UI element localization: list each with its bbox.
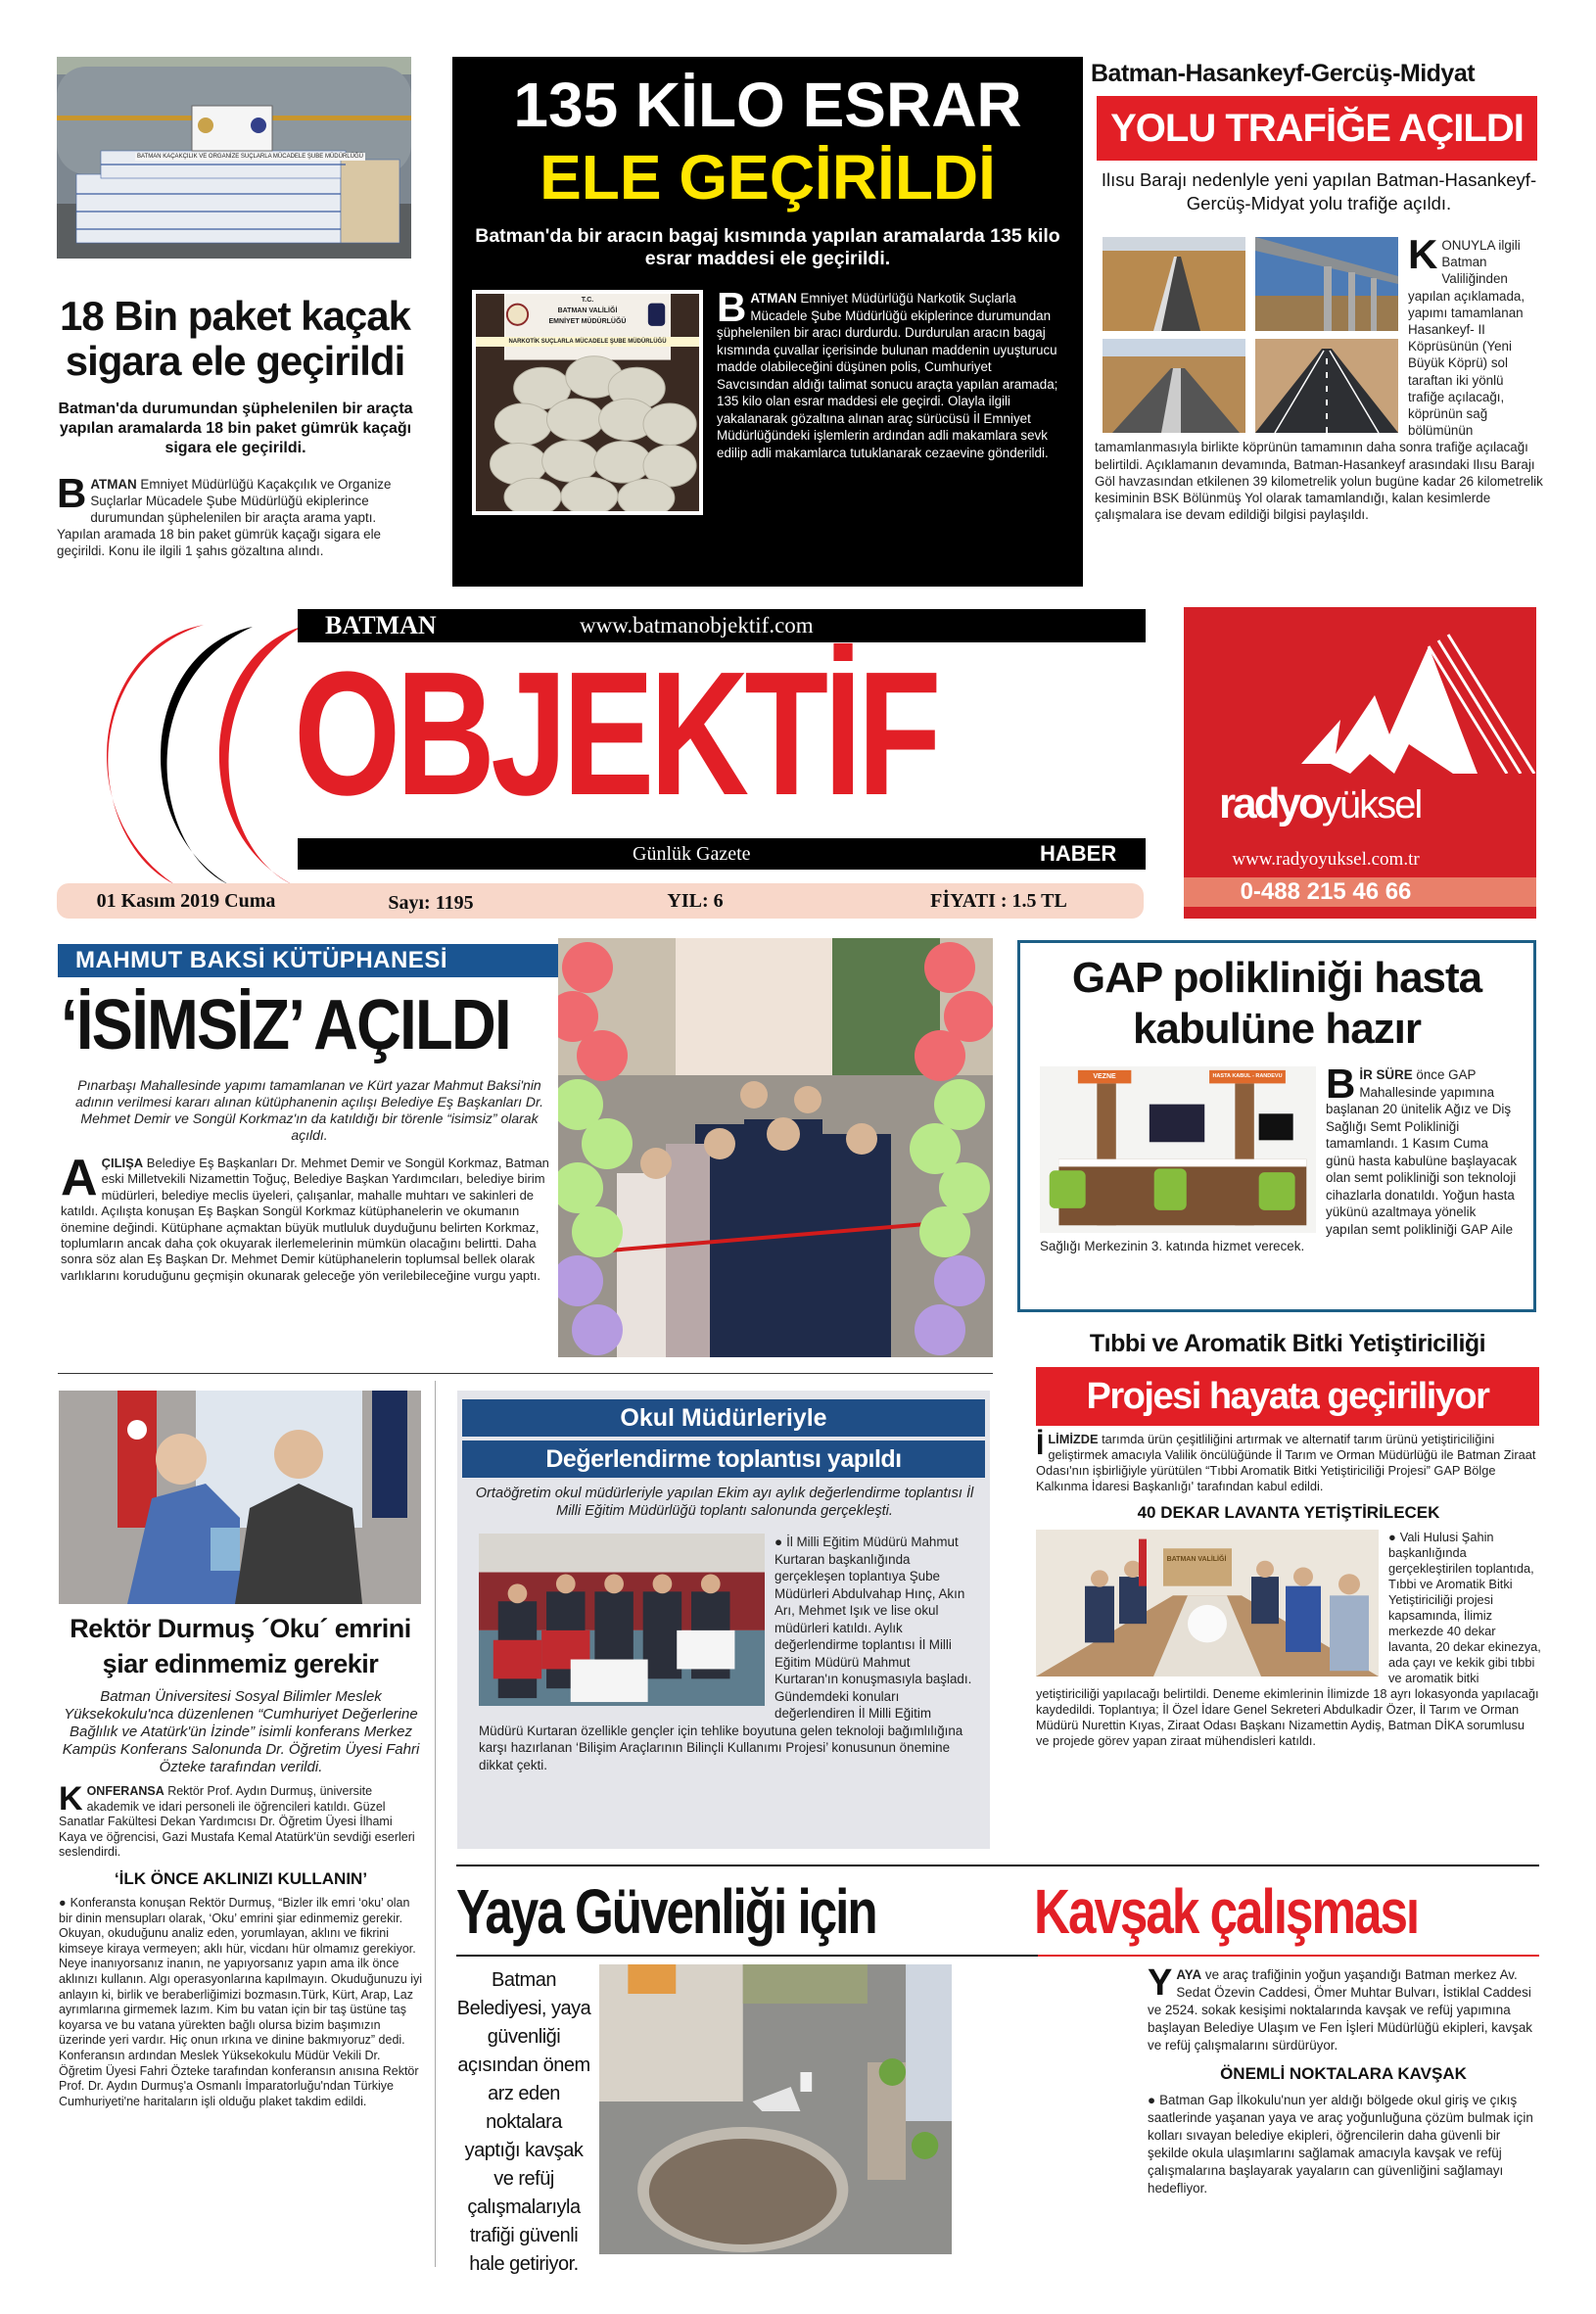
- esrar-sign-line3: EMNİYET MÜDÜRLÜĞÜ: [548, 318, 627, 325]
- story-school: [457, 1391, 990, 1849]
- herbs-title-bar: [1036, 1367, 1539, 1426]
- cigarettes-title-line2: sigara ele geçirildi: [65, 338, 405, 384]
- esrar-sign-line1: T.C.: [581, 297, 594, 304]
- gap-sign-vezne: VEZNE: [1093, 1073, 1116, 1080]
- library-bottom-rule: [58, 1373, 993, 1374]
- junction-aerial-photo: [599, 1964, 952, 2254]
- road-photo-1: [1103, 237, 1245, 331]
- junction-title: [456, 1872, 1539, 1951]
- masthead-tagline: Günlük Gazete: [633, 843, 751, 865]
- library-opening-photo: [558, 938, 993, 1357]
- lead-word: İR SÜRE: [1359, 1067, 1413, 1082]
- cigarettes-deck: Batman'da durumundan şüphelenilen bir araçta yapılan aramalarda 18 bin paket gümrük kaçağı sigara ele geçirildi.: [58, 401, 413, 456]
- masthead-issue: Sayı: 1195: [388, 892, 474, 914]
- body-text: Belediye Eş Başkanları Dr. Mehmet Demir ve Songül Korkmaz, Batman eski Milletvekili Nizamettin Toğuç, Belediye Başkan Yardımcıları, belediye birim müdürleri, belediye meclis üyeleri, çalışanlar, mahalle muhtarı ve sakinleri de katıldı. Açılışta konuşan Eş Başkan Songül Korkmaz kütüphanelerin ve okumanın önemine değindi. Kütüphane açmaktan büyük mutluluk duyduğunu belirten Korkmaz, toplumların ancak daha çok okuyarak ilerlemelerinin mümkün olacağını belirtti. Daha sonra söz alan Eş Başkan Dr. Mehmet Demir kütüphanelerin toplumsal bellek olarak varlıklarını koruduğunu geçmişin okunarak geleceğe yön verilebileceğine vurgu yaptı.: [61, 1156, 549, 1283]
- library-deck: Pınarbaşı Mahallesinde yapımı tamamlanan ve Kürt yazar Mahmut Baksi'nin adının verilmesi kararı alınan kütüphanenin açılışı Belediye Eş Başkanları Dr. Mehmet Demir ve Songül Korkmaz'ın da katıldığı bir törenle “isimsiz” olarak açıldı.: [74, 1077, 544, 1143]
- masthead-city: BATMAN: [325, 611, 437, 639]
- body-text: ve araç trafiğinin yoğun yaşandığı Batman merkez Av. Sedat Özevin Caddesi, Ömer Muhtar Bulvarı, İstiklal Caddesi ve 2524. sokak kesişimi noktalarında kavşak ve refüj yapımına başlayan Belediye Ulaşım ve Fen İşleri Müdürlüğü ekipleri, kavşak ve refüj çalışmalarını sürdürüyor.: [1148, 1967, 1532, 2053]
- herbs-title: Projesi hayata geçiriliyor: [1086, 1376, 1489, 1417]
- masthead-date: 01 Kasım 2019 Cuma: [96, 890, 276, 912]
- lead-word: ATMAN: [750, 291, 797, 306]
- rector-photo: [59, 1391, 421, 1604]
- road-body: [1095, 231, 1543, 523]
- lead-word: LİMİZDE: [1048, 1432, 1099, 1446]
- body-text: önce GAP Mahallesinde yapımına başlanan 20 ünitelik Ağız ve Diş Sağlığı Semt Polikliniği tamamlandı. 1 Kasım Cuma günü hasta kabulüne başlayacak olan semt polikliniği son teknoloji cihazlarla donatıldı. Yoğun hasta yükünü azaltmaya yönelik yapılan semt polikliniği GAP Aile Sağlığı Merkezinin 3. katında hizmet verecek.: [1040, 1067, 1518, 1253]
- road-title: YOLU TRAFİĞE AÇILDI: [1110, 107, 1524, 150]
- road-title-bar: [1097, 96, 1537, 161]
- library-body: [61, 1150, 550, 1284]
- road-photo-4: [1255, 339, 1398, 433]
- esrar-title-line2: ELE GEÇİRİLDİ: [540, 142, 996, 213]
- gap-body: [1040, 1061, 1520, 1255]
- esrar-sign-line2: BATMAN VALİLİĞİ: [557, 307, 618, 314]
- lead-word: ONFERANSA: [86, 1784, 164, 1798]
- herbs-body2: [1036, 1530, 1541, 1749]
- lead-word: ÇILIŞA: [101, 1156, 144, 1170]
- cigarettes-body: [57, 470, 414, 559]
- rector-title-line1: Rektör Durmuş ´Oku´ emrini: [70, 1614, 411, 1643]
- rector-title-line2: şiar edinmemiz gerekir: [102, 1649, 379, 1678]
- school-title-line1: Okul Müdürleriyle: [620, 1404, 827, 1432]
- dropcap: B: [57, 470, 87, 516]
- junction-flow: [1148, 1962, 1539, 2197]
- esrar-deck: Batman'da bir aracın bagaj kısmında yapılan aramalarda 135 kilo esrar maddesi ele geçirildi.: [475, 225, 1060, 269]
- masthead-section: HABER: [1040, 841, 1117, 866]
- cigarettes-photo: [57, 57, 411, 259]
- road-photo-2: [1255, 237, 1398, 331]
- body-text: ● İl Milli Eğitim Müdürü Mahmut Kurtaran başkanlığında gerçekleşen toplantıya Şube Müdürleri Abdulvahap Hınç, Akın Arı, Mehmet Işık ve lise okul müdürleri katıldı. Aylık değerlendirme toplantısı İl Milli Eğitim Müdürü Mahmut Kurtaran'ın konuşmasıyla başladı. Gündemdeki konuları değerlendiren İl Milli Eğitim Müdürü Kurtaran özellikle gençler için tehlike boyutuna gelen teknoloji bağımlılığına karşı hazırlanan ‘Bilişim Araçlarının Bilinçli Kullanımı Projesi’ konusunun önemine dikkat çekti.: [479, 1535, 971, 1772]
- rector-subhead: ‘İLK ÖNCE AKLINIZI KULLANIN’: [114, 1868, 368, 1888]
- esrar-title-line1: 135 KİLO ESRAR: [513, 70, 1022, 140]
- school-title-line2: Değerlendirme toplantısı yapıldı: [545, 1445, 902, 1473]
- school-body: [479, 1534, 972, 1773]
- junction-top-rule: [456, 1865, 1539, 1866]
- gap-title-line1: GAP polikliniği hasta: [1071, 954, 1482, 1002]
- gap-sign-kabul: HASTA KABUL - RANDEVU: [1212, 1073, 1283, 1079]
- herbs-meeting-photo: [1036, 1530, 1379, 1676]
- masthead-website-link[interactable]: www.batmanobjektif.com: [580, 613, 814, 638]
- masthead-price: FİYATI : 1.5 TL: [930, 890, 1067, 912]
- cigarettes-title-line1: 18 Bin paket kaçak: [60, 293, 410, 339]
- dropcap: B: [1326, 1061, 1356, 1107]
- junction-side-deck: Batman Belediyesi, yaya güvenliği açısından önem arz eden noktalara yaptığı kavşak ve refüj çalışmalarıyla trafiği güvenli hale getiriyor.: [456, 1969, 591, 2275]
- rector-flow: [59, 1688, 423, 2109]
- masthead-logo[interactable]: OBJEKTİF: [294, 636, 937, 832]
- body-text: ● Vali Hulusi Şahin başkanlığında gerçekleştirilen toplantıda, Tıbbi ve Aromatik Bitki Yetiştiriciliği projesi kapsamında, İlimiz merkezde 40 dekar lavanta, 20 dekar ekinezya, ada çayı ve kekik gibi tıbbi ve aromatik bitki yetiştiriciliği yapılacağı belirtildi. Deneme ekimlerinin İlimizde 18 ayrı lokasyonda yapılacağı kaydedildi. Toplantıya; İl Özel İdare Genel Sekreteri Abdulkadir Özer, İl Tarım ve Orman Müdürü Nurettin Kıyas, Ziraat Odası Başkanı Nizamettin Aydiş, Batman DİKA sorumlusu ve projede görev yapan ziraat mühendisleri katıldı.: [1036, 1530, 1541, 1748]
- road-kicker: Batman-Hasankeyf-Gercüş-Midyat: [1091, 60, 1476, 87]
- esrar-photo: [472, 290, 703, 515]
- rector-body: [59, 1780, 423, 1861]
- column-divider: [435, 1381, 436, 2267]
- school-title-bar1: [462, 1399, 985, 1437]
- herbs-subhead: 40 DEKAR LAVANTA YETİŞTİRİLECEK: [1137, 1503, 1440, 1522]
- dropcap: Y: [1148, 1962, 1173, 2004]
- radio-brand-bold: radyo: [1219, 779, 1322, 827]
- road-photo-3: [1103, 339, 1245, 433]
- body-text: ilgili Batman Valiliğinden yapılan açıklamada, yapımı tamamlanan Hasankeyf- II Köprüsünün (Yeni Büyük Köprü) sol taraftan iki yönlü trafiğe açılacağı, köprünün sağ bölümünün tamamlanmasıyla birlikte köprünün tamamının daha sonra trafiğe açılacağı belirtildi. Açıklamanın devamında, Batman-Hasankeyf arasındaki Ilısu Barajı Göl havzasından etkilenen 39 kilometrelik yolun bugüne kadar 26 kilometrelik kesiminin BSK Bölünmüş Yol olarak tamamlandığı, kalan kesimlerde çalışmalara ise devam edildiği bilgisi paylaşıldı.: [1095, 238, 1543, 523]
- junction-body2: ● Batman Gap İlkokulu'nun yer aldığı bölgede okul giriş ve çıkış saatlerinde yaşanan yaya ve araç yoğunluğuna çözüm bulmak için kolları sıvayan belediye ekipleri, öğrencilerin daha güvenli bir şekilde okula ulaşımlarını sağlamak amacıyla kavşak ve refüj çalışmalarına başlayarak yayaların can güvenliğini sağlamayı hedefliyor.: [1148, 2092, 1539, 2197]
- cigarettes-sign-text: BATMAN KAÇAKÇILIK VE ORGANİZE SUÇLARLA MÜCADELE ŞUBE MÜDÜRLÜĞÜ: [137, 154, 363, 160]
- lead-word: ATMAN: [90, 477, 137, 492]
- dropcap: A: [61, 1150, 98, 1206]
- radio-brand-light: yüksel: [1321, 783, 1422, 826]
- body-text: tarımda ürün çeşitliliğini artırmak ve alternatif tarım ürünü yetiştiriciliğini geliştirmek amacıyla Valilik öncülüğünde İl Tarım ve Orman Müdürlüğü ile Batman Ziraat Odası'nın işbirliğiyle yürütülen “Tıbbi Aromatik Bitki Yetiştiriciliği Projesi” GAP Bölge Kalkınma İdaresi Başkanlığı' tarafından kabul edildi.: [1036, 1432, 1536, 1493]
- esrar-body: [472, 284, 1063, 521]
- library-title: ‘İSİMSİZ’ AÇILDI: [61, 986, 510, 1064]
- dropcap: B: [717, 284, 747, 330]
- herbs-flow: [1036, 1429, 1541, 1749]
- lead-word: AYA: [1176, 1967, 1202, 1982]
- masthead-year: YIL: 6: [667, 890, 724, 912]
- junction-under-rule-red: [1038, 1955, 1539, 1957]
- school-title-bar2: [462, 1440, 985, 1478]
- radio-ad[interactable]: [1184, 607, 1536, 919]
- gap-clinic-photo: [1040, 1066, 1316, 1233]
- road-deck: Ilısu Barajı nedenlyle yeni yapılan Batman-Hasankeyf-Gercüş-Midyat yolu trafiğe açıldı.: [1101, 169, 1537, 213]
- esrar-sign-line4: NARKOTİK SUÇLARLA MÜCADELE ŞUBE MÜDÜRLÜĞÜ: [476, 337, 699, 347]
- road-photo-grid: [1095, 237, 1400, 433]
- rector-deck: Batman Üniversitesi Sosyal Bilimler Meslek Yüksekokulu'nca düzenlenen “Cumhuriyet Değerlerine Bağlılık ve Atatürk'ün İzinde” isimli konferans Merkez Kampüs Konferans Salonunda Dr. Öğretim Üyesi Fahri Özteke tarafından verildi.: [62, 1688, 420, 1775]
- masthead-swoosh-icon: [57, 605, 311, 899]
- body-text: Rektör Prof. Aydın Durmuş, üniversite akademik ve idari personeli ile öğrencileri katıldı. Güzel Sanatlar Fakültesi Dekan Yardımcısı Dr. Öğretim Üyesi İlhami Kaya ve öğrencisi, Gazi Mustafa Kemal Atatürk'ün sevdiği eserleri seslendirdi.: [59, 1784, 415, 1860]
- radio-phone[interactable]: 0-488 215 46 66: [1240, 878, 1412, 905]
- junction-body: [1148, 1962, 1539, 2054]
- story-esrar: [452, 57, 1083, 587]
- junction-title-red: Kavşak çalışması: [1034, 1876, 1419, 1947]
- dropcap: K: [1408, 231, 1438, 277]
- junction-subhead: ÖNEMLİ NOKTALARA KAVŞAK: [1220, 2064, 1467, 2083]
- rector-body2: ● Konferansta konuşan Rektör Durmuş, “Bizler ilk emri ‘oku’ olan bir dinin mensupları olarak, ‘Oku’ emrini şiar edinmemiz gerekir. Okuyan, okuduğunu analiz eden, yorumlayan, aklını ve fikrini kimseye kiraya vermeyen; aklı hür, vicdanı hür olmamız gerekiyor. Neye inanıyorsanız inanın, ne yapıyorsanız yapın ama ilk önce aklınızı kullanın. Algı operasyonlarına kapılmayın. Okuduğunuzu iyi anlayın ki, birlik ve beraberliğimizi bozmasın.Türk, Kürt, Arap, Laz ayrımlarına girmemek lazım. Kim bu vatan için bir taş üstüne taş koyarsa ve bu vatana yürekten bağlı olursa bizim başımızın üzerinde yeri vardır. Hiç onun ırkına ve dinine bakmıyoruz” dedi. Konferansın ardından Meslek Yüksekokulu Müdür Vekili Dr. Öğretim Üyesi Fahri Özteke tarafından konferansın anısına Rektör Prof. Dr. Aydın Durmuş'a Osmanlı İmparatorluğu'ndan Türkiye Cumhuriyeti'ne haritaların işli olduğu plaket takdim edildi.: [59, 1896, 423, 2109]
- gap-title-line2: kabulüne hazır: [1132, 1005, 1422, 1053]
- junction-under-rule-black: [456, 1955, 1038, 1957]
- library-kicker: MAHMUT BAKSİ KÜTÜPHANESİ: [75, 947, 447, 973]
- radio-website[interactable]: www.radyoyuksel.com.tr: [1232, 849, 1420, 870]
- herbs-kicker: Tıbbi ve Aromatik Bitki Yetiştiriciliği: [1089, 1330, 1486, 1357]
- dropcap: K: [59, 1780, 83, 1818]
- herbs-photo-sign: BATMAN VALİLİĞİ: [1166, 1556, 1227, 1563]
- dropcap: İ: [1036, 1429, 1045, 1461]
- lead-word: ONUYLA: [1441, 238, 1495, 253]
- library-kicker-bar: [58, 944, 560, 977]
- school-meeting-photo: [479, 1534, 765, 1706]
- body-text: Emniyet Müdürlüğü Narkotik Suçlarla Mücadele Şube Müdürlüğü ekiplerince durumundan şüphelenilen bir aracı durdurdu. Durdurulan aracın bagaj kısmında çuvallar içerisinde bulunan maddenin uyuşturucu madde olabileceğini düşünen polis, Cumhuriyet Savcısından aldığı talimat sonucu araçta yapılan aramada; 135 kilo olan esrar maddesi ele geçirdi. Olayla ilgili yakalanarak gözaltına alınan araç sürücüsü İl Emniyet Müdürlüğündeki işlemlerin ardından adli makamlara sevk edilip adli makamlarca tutuklanarak cezaevine gönderildi.: [717, 291, 1058, 460]
- story-gap: [1017, 940, 1536, 1312]
- body-text: Emniyet Müdürlüğü Kaçakçılık ve Organize Suçlarlar Mücadele Şube Müdürlüğü ekiplerince durumundan şüphelenilen bir araçta arama yaptı. Yapılan aramada 18 bin paket gümrük kaçağı sigara ele geçirildi. Konu ile ilgili 1 şahıs gözaltına alındı.: [57, 477, 392, 558]
- school-deck: Ortaöğretim okul müdürleriyle yapılan Ekim ayı aylık değerlendirme toplantısı İl Milli Eğitim Müdürlüğü toplantı salonunda gerçekleşti.: [475, 1486, 974, 1519]
- junction-title-black: Yaya Güvenliği için: [456, 1876, 876, 1947]
- herbs-body: [1036, 1429, 1541, 1494]
- radio-mountain-logo-icon: [1282, 627, 1536, 774]
- radio-brand: [1219, 779, 1421, 838]
